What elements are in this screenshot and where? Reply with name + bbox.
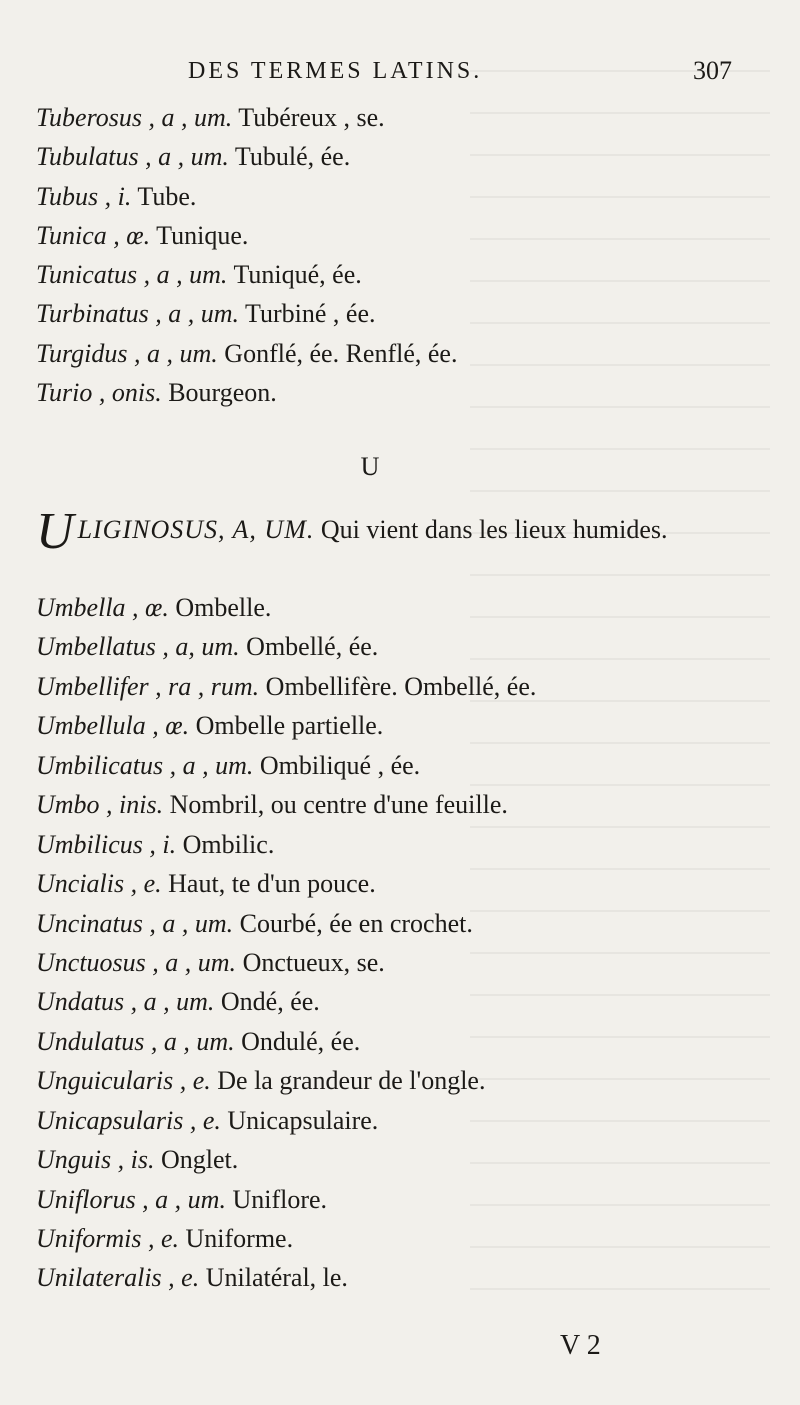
list-item (36, 1258, 756, 1297)
french-gloss: Ombellé, ée. (239, 632, 379, 662)
list-item (36, 943, 756, 982)
latin-term: Umbilicus , i. (36, 829, 177, 859)
latin-term: Umbilicatus , a , um. (36, 750, 254, 780)
list-item (36, 706, 756, 745)
list-item (36, 627, 756, 666)
french-gloss: Ombelle. (168, 593, 272, 622)
french-gloss: Tubulé, ée. (228, 142, 351, 172)
latin-term: Unilateralis , e. (36, 1263, 200, 1293)
list-item (36, 864, 756, 903)
latin-term: Uncialis , e. (36, 869, 162, 899)
french-gloss: Onctueux, se. (236, 947, 385, 977)
french-gloss: Qui vient dans les lieux humides. (314, 515, 668, 544)
entries-t-list (36, 98, 736, 412)
list-item (36, 373, 736, 412)
list-item (36, 904, 756, 943)
french-gloss: Tunique. (150, 220, 249, 250)
french-gloss: De la grandeur de l'ongle. (210, 1066, 486, 1096)
signature-mark: V 2 (560, 1330, 601, 1361)
latin-term: LIGINOSUS, A, UM. (77, 515, 315, 544)
latin-term: Umbo , inis. (36, 790, 164, 820)
list-item (36, 667, 756, 706)
page-header (0, 58, 800, 98)
latin-term: Unctuosus , a , um. (36, 947, 237, 977)
list-item (36, 137, 736, 176)
french-gloss: Unicapsulaire. (220, 1105, 379, 1135)
french-gloss: Courbé, ée en crochet. (233, 908, 473, 938)
latin-term: Tuberosus , a , um. (36, 103, 233, 132)
list-item (36, 177, 736, 216)
list-item (36, 1219, 756, 1258)
list-item (36, 98, 736, 137)
french-gloss: Ondé, ée. (214, 987, 320, 1017)
french-gloss: Tubéreux , se. (232, 103, 385, 132)
latin-term: Unguicularis , e. (36, 1066, 211, 1096)
french-gloss: Uniflore. (225, 1184, 328, 1214)
list-item (36, 294, 736, 333)
latin-term: Tubulatus , a , um. (36, 142, 229, 172)
latin-term: Tunicatus , a , um. (36, 260, 228, 290)
list-item (36, 1101, 756, 1140)
running-head: DES TERMES LATINS. (188, 58, 483, 84)
latin-term: Umbellifer , ra , rum. (36, 671, 260, 701)
latin-term: Tunica , œ. (36, 220, 151, 250)
french-gloss: Turbiné , ée. (239, 299, 376, 329)
french-gloss: Ombilic. (176, 829, 275, 859)
latin-term: Turio , onis. (36, 378, 162, 408)
list-item (36, 1140, 756, 1179)
french-gloss: Uniforme. (179, 1224, 294, 1253)
section-intro-entry (36, 503, 736, 560)
latin-term: Umbella , œ. (36, 593, 169, 622)
list-item (36, 334, 736, 373)
french-gloss: Ombellifère. Ombellé, ée. (259, 671, 537, 701)
french-gloss: Ombiliqué , ée. (253, 750, 421, 780)
list-item (36, 746, 756, 785)
drop-cap: U (36, 503, 74, 560)
french-gloss: Gonflé, ée. Renflé, ée. (217, 338, 458, 368)
french-gloss: Ondulé, ée. (234, 1026, 361, 1056)
entries-u-list (36, 588, 756, 1298)
latin-term: Uniformis , e. (36, 1224, 179, 1253)
list-item (36, 1022, 756, 1061)
french-gloss: Bourgeon. (161, 378, 277, 408)
french-gloss: Haut, te d'un pouce. (161, 869, 376, 899)
latin-term: Unicapsularis , e. (36, 1105, 221, 1135)
list-item (36, 982, 756, 1021)
french-gloss: Tube. (131, 181, 197, 211)
latin-term: Turgidus , a , um. (36, 338, 218, 368)
list-item (36, 588, 756, 627)
section-heading: U (360, 452, 380, 481)
latin-term: Unguis , is. (36, 1145, 155, 1175)
list-item (36, 1061, 756, 1100)
latin-term: Uniflorus , a , um. (36, 1184, 226, 1214)
page-number: 307 (693, 56, 732, 85)
latin-term: Uncinatus , a , um. (36, 908, 234, 938)
list-item (36, 825, 756, 864)
french-gloss: Tuniqué, ée. (227, 260, 362, 290)
list-item (36, 255, 736, 294)
latin-term: Undatus , a , um. (36, 987, 215, 1017)
latin-term: Turbinatus , a , um. (36, 299, 239, 329)
french-gloss: Nombril, ou centre d'une feuille. (163, 790, 508, 820)
list-item (36, 785, 756, 824)
french-gloss: Unilatéral, le. (199, 1263, 348, 1293)
latin-term: Undulatus , a , um. (36, 1026, 235, 1056)
latin-term: Umbellatus , a, um. (36, 632, 240, 662)
french-gloss: Ombelle partielle. (189, 711, 384, 741)
latin-term: Tubus , i. (36, 181, 132, 211)
list-item (36, 216, 736, 255)
french-gloss: Onglet. (154, 1145, 239, 1175)
list-item (36, 1180, 756, 1219)
latin-term: Umbellula , œ. (36, 711, 190, 741)
